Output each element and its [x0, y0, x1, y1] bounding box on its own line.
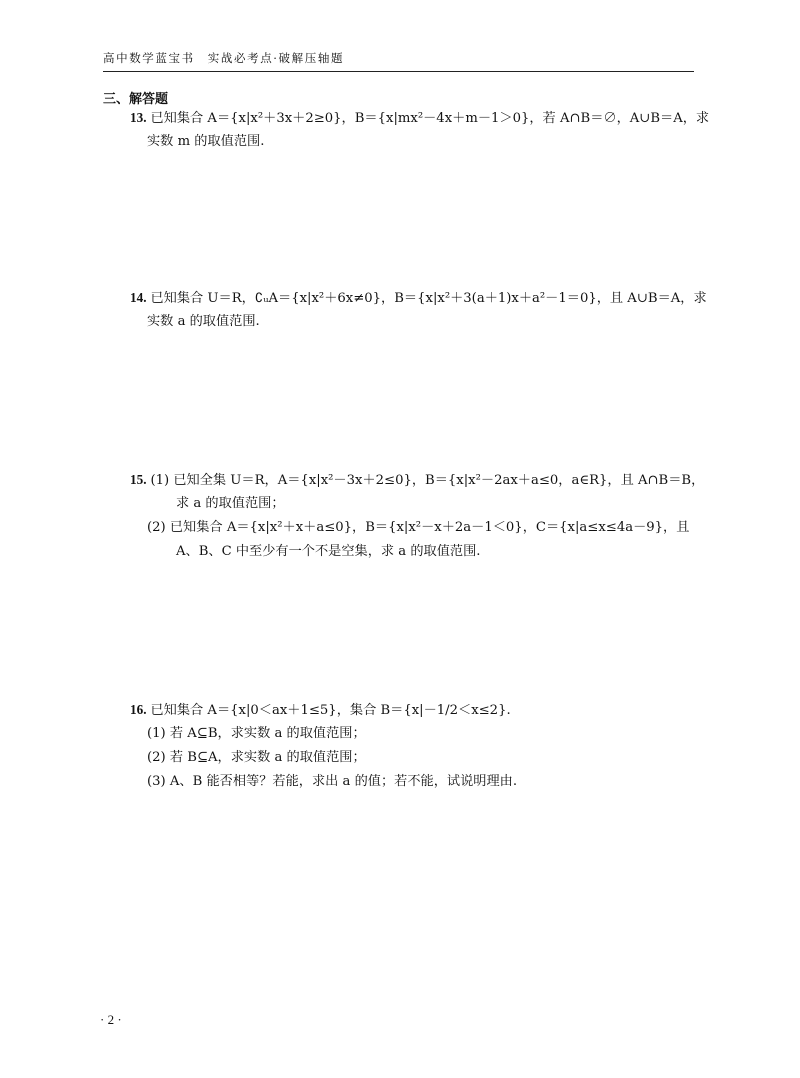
problem-text: 实数 m 的取值范围.	[147, 134, 265, 149]
running-header: 高中数学蓝宝书 实战必考点·破解压轴题	[103, 51, 345, 65]
problem-number: 14.	[130, 290, 147, 305]
problem-text: (1) 若 A⊆B，求实数 a 的取值范围；	[147, 726, 366, 741]
problem-15	[130, 468, 704, 564]
problem-number: 13.	[130, 110, 147, 125]
section-title: 三、解答题	[103, 92, 169, 107]
problem-text: 求 a 的取值范围；	[176, 496, 285, 511]
problem-14	[130, 286, 707, 334]
problem-text: (2) 已知集合 A＝{x|x²＋x＋a≤0}，B＝{x|x²－x＋2a－1＜0}，C＝{x|a≤x≤4a－9}，且	[147, 520, 690, 535]
problem-text: 已知集合 U＝R，∁ᵤA＝{x|x²＋6x≠0}，B＝{x|x²＋3(a＋1)x＋a²－1＝0}，且 A∪B＝A，求	[150, 291, 707, 306]
problem-text: 已知集合 A＝{x|0＜ax＋1≤5}，集合 B＝{x|－1/2＜x≤2}.	[150, 703, 511, 718]
problem-16	[130, 698, 517, 794]
problem-text: (1) 已知全集 U＝R，A＝{x|x²－3x＋2≤0}，B＝{x|x²－2ax＋a≤0，a∈R}，且 A∩B＝B，	[150, 473, 705, 488]
problem-text: 实数 a 的取值范围.	[147, 314, 260, 329]
problem-13	[130, 106, 709, 154]
problem-text: (3) A、B 能否相等？若能，求出 a 的值；若不能，试说明理由.	[147, 774, 518, 789]
problem-number: 16.	[130, 702, 147, 717]
header-rule	[103, 71, 694, 72]
problem-text: (2) 若 B⊆A，求实数 a 的取值范围；	[147, 750, 366, 765]
problem-text: 已知集合 A＝{x|x²＋3x＋2≥0}，B＝{x|mx²－4x＋m－1＞0}，若 A∩B＝∅，A∪B＝A，求	[150, 111, 710, 126]
problem-text: A、B、C 中至少有一个不是空集，求 a 的取值范围.	[176, 544, 481, 559]
problem-number: 15.	[130, 472, 147, 487]
page-number: · 2 ·	[100, 1012, 122, 1027]
